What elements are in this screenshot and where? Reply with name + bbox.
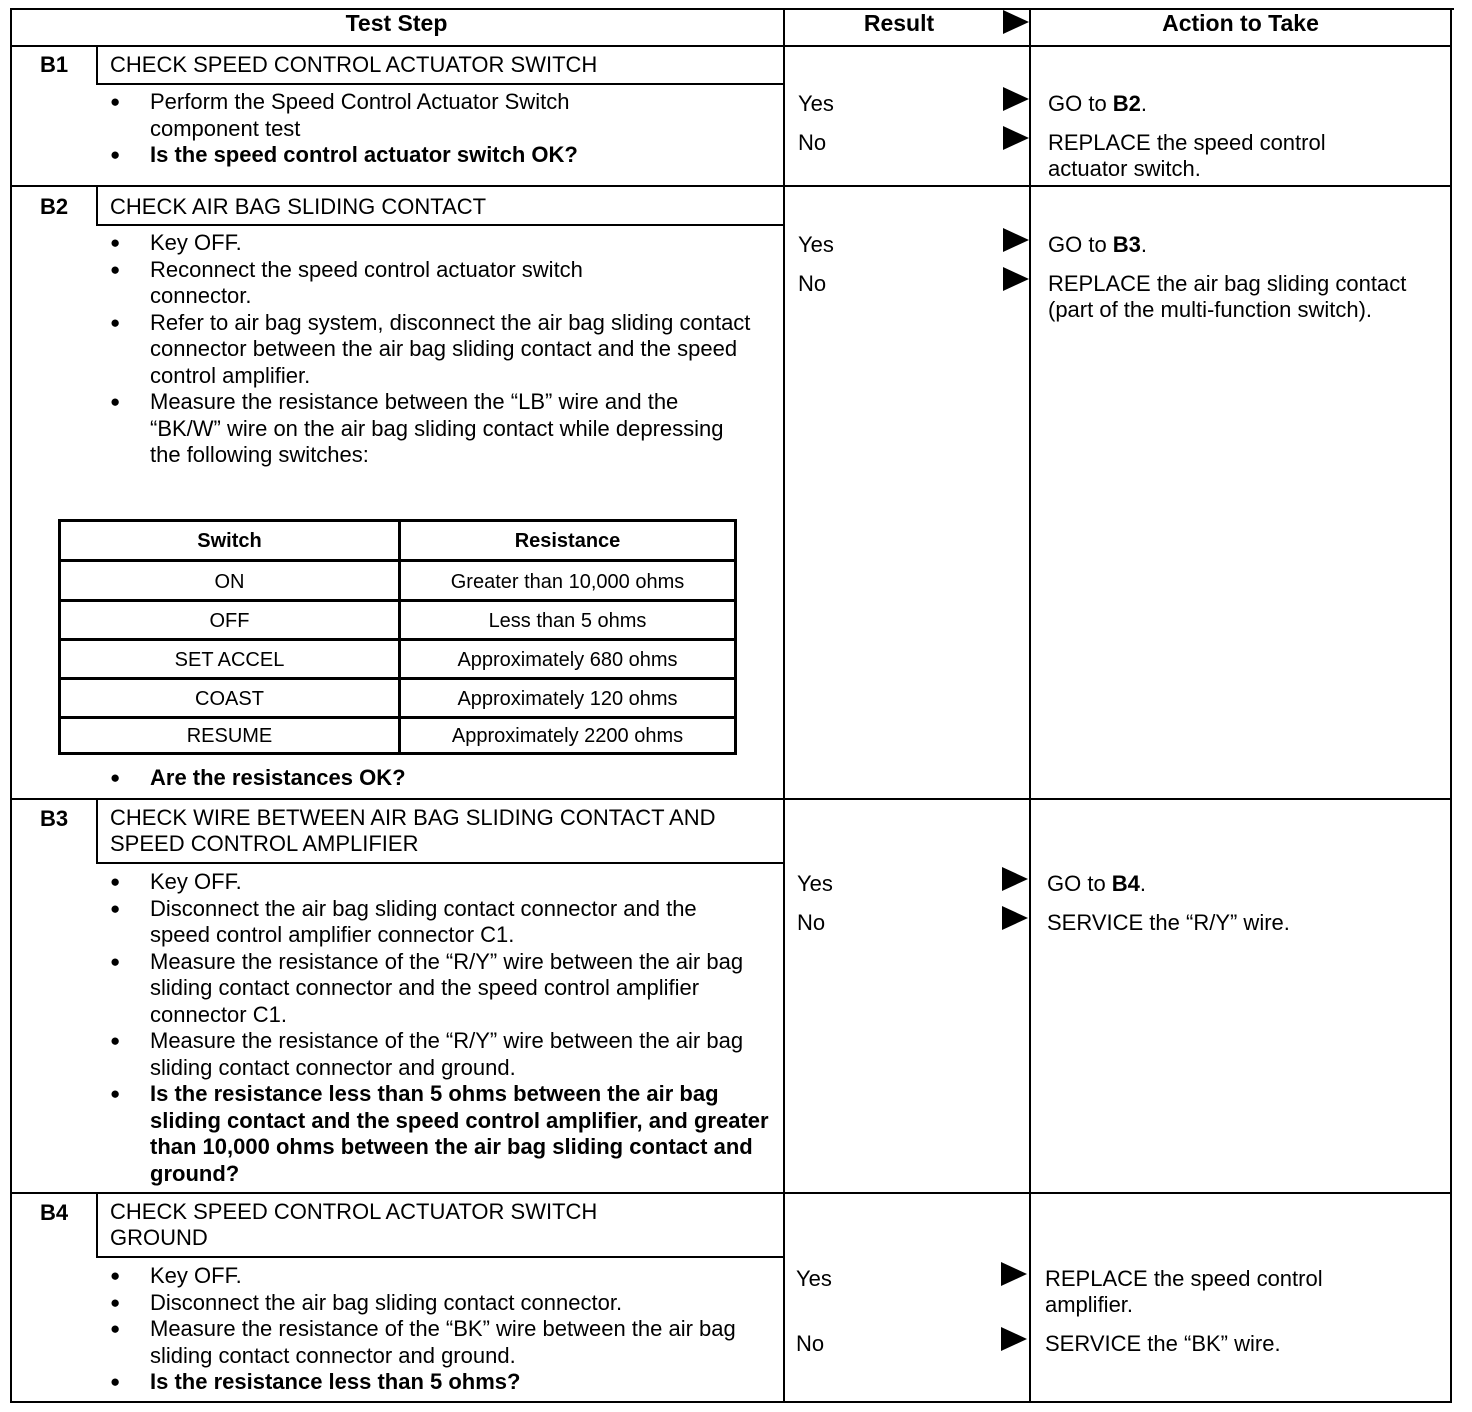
b4-step-4: ● Is the resistance less than 5 ohms? <box>110 1369 782 1396</box>
b4-title-underline <box>96 1256 783 1258</box>
b3-step-id: B3 <box>39 806 69 831</box>
b4-yes-arrow-icon <box>1001 1262 1027 1286</box>
b3-step-1: ● Key OFF. <box>110 869 782 896</box>
b3-step-2: ● Disconnect the air bag sliding contact connector and the speed control amplifier connector C1. <box>110 896 750 949</box>
b4-id-divider <box>96 1192 98 1257</box>
b4-step-2: ● Disconnect the air bag sliding contact connector. <box>110 1290 782 1317</box>
b3-yes-arrow-icon <box>1002 867 1028 891</box>
b2-step-3: ● Refer to air bag system, disconnect the air bag sliding contact connector between the air bag sliding contact and the speed control amplifier. <box>110 310 782 390</box>
b2-action-no: REPLACE the air bag sliding contact (part of the multi-function switch). <box>1048 271 1407 322</box>
b1-title-underline <box>96 83 783 85</box>
table-row-switch: COAST <box>195 688 264 710</box>
resistance-table-row-line <box>61 559 734 562</box>
b2-result-yes: Yes <box>798 232 834 257</box>
b3-step-4: ● Measure the resistance of the “R/Y” wire between the air bag sliding contact connector and ground. <box>110 1028 750 1081</box>
b4-no-arrow-icon <box>1001 1327 1027 1351</box>
table-row-resistance: Approximately 680 ohms <box>457 649 678 671</box>
b4-step-id: B4 <box>39 1200 69 1225</box>
b4-step-1: ● Key OFF. <box>110 1263 782 1290</box>
b1-action-yes: GO to B2. <box>1048 91 1148 116</box>
resistance-table-row-line <box>61 599 734 602</box>
b3-step-title: CHECK WIRE BETWEEN AIR BAG SLIDING CONTACT AND SPEED CONTROL AMPLIFIER <box>110 805 716 856</box>
resistance-table <box>58 519 737 755</box>
table-row-resistance: Approximately 2200 ohms <box>451 725 684 747</box>
b1-result-yes: Yes <box>798 91 834 116</box>
b1-step-1: ● Perform the Speed Control Actuator Switch component test <box>110 89 670 142</box>
table-row-resistance: Greater than 10,000 ohms <box>450 571 685 593</box>
table-row-switch: RESUME <box>186 725 273 747</box>
b1-yes-arrow-icon <box>1003 87 1029 111</box>
b1-step-title: CHECK SPEED CONTROL ACTUATOR SWITCH <box>110 52 598 77</box>
b2-step-2: ● Reconnect the speed control actuator switch connector. <box>110 257 690 310</box>
b3-title-underline <box>96 862 783 864</box>
resistance-table-header-resistance: Resistance <box>514 530 621 552</box>
b2-step-1: ● Key OFF. <box>110 230 782 257</box>
b4-result-no: No <box>796 1331 825 1356</box>
table-row-resistance: Approximately 120 ohms <box>457 688 678 710</box>
b1-id-divider <box>96 45 98 83</box>
header-underline <box>10 45 1452 47</box>
b4-steps <box>110 1263 782 1396</box>
result-arrow-icon <box>1003 10 1029 34</box>
b2-step-id: B2 <box>39 194 69 219</box>
b3-step-3: ● Measure the resistance of the “R/Y” wire between the air bag sliding contact connector and the speed control amplifier connector C1. <box>110 949 785 1029</box>
b1-step-id: B1 <box>39 52 69 77</box>
b3-result-no: No <box>797 910 826 935</box>
b3-result-yes: Yes <box>797 871 833 896</box>
b2-id-divider <box>96 185 98 225</box>
b2-action-yes: GO to B3. <box>1048 232 1148 257</box>
b3-action-no: SERVICE the “R/Y” wire. <box>1047 910 1290 935</box>
header-result: Result <box>863 10 935 36</box>
b2-goto-link: B3 <box>1112 232 1141 257</box>
header-action: Action to Take <box>1162 10 1319 36</box>
b1-no-arrow-icon <box>1003 126 1029 150</box>
resistance-table-row-line <box>61 638 734 641</box>
resistance-table-row-line <box>61 716 734 719</box>
b1-result-no: No <box>798 130 827 155</box>
b3-steps <box>110 869 782 1187</box>
b2-step-5: ● Are the resistances OK? <box>110 765 782 792</box>
b1-steps <box>110 89 782 169</box>
b2-title-underline <box>96 224 783 226</box>
b1-action-no: REPLACE the speed control actuator switch. <box>1048 130 1326 181</box>
b3-bottom-line <box>10 1192 1452 1194</box>
b2-steps-final <box>110 765 782 792</box>
b3-step-5: ● Is the resistance less than 5 ohms between the air bag sliding contact and the speed control amplifier, and greater than 10,000 ohms between the air bag sliding contact and ground? <box>110 1081 770 1187</box>
b2-step-title: CHECK AIR BAG SLIDING CONTACT <box>110 194 487 219</box>
table-row-switch: ON <box>214 571 245 593</box>
b2-step-4: ● Measure the resistance between the “LB” wire and the “BK/W” wire on the air bag sliding contact while depressing the following switches: <box>110 389 750 469</box>
table-row-switch: OFF <box>209 610 250 632</box>
b4-step-title: CHECK SPEED CONTROL ACTUATOR SWITCH GROUND <box>110 1199 598 1250</box>
b2-result-no: No <box>798 271 827 296</box>
b3-action-yes: GO to B4. <box>1047 871 1147 896</box>
b2-steps <box>110 230 782 469</box>
resistance-table-row-line <box>61 677 734 680</box>
table-row-switch: SET ACCEL <box>174 649 285 671</box>
b1-goto-link: B2 <box>1112 91 1141 116</box>
b1-bottom-line <box>10 185 1452 187</box>
b4-result-yes: Yes <box>796 1266 832 1291</box>
b3-id-divider <box>96 798 98 863</box>
b2-yes-arrow-icon <box>1003 228 1029 252</box>
b2-no-arrow-icon <box>1003 267 1029 291</box>
b3-no-arrow-icon <box>1002 906 1028 930</box>
table-row-resistance: Less than 5 ohms <box>488 610 647 632</box>
b2-bottom-line <box>10 798 1452 800</box>
b4-action-no: SERVICE the “BK” wire. <box>1045 1331 1281 1356</box>
resistance-table-header-switch: Switch <box>197 530 262 552</box>
bottom-border <box>10 1401 1452 1403</box>
header-test-step: Test Step <box>345 10 448 36</box>
b4-action-yes: REPLACE the speed control amplifier. <box>1045 1266 1323 1317</box>
b4-step-3: ● Measure the resistance of the “BK” wire between the air bag sliding contact connector and ground. <box>110 1316 760 1369</box>
b1-step-2: ● Is the speed control actuator switch OK? <box>110 142 782 169</box>
b3-goto-link: B4 <box>1111 871 1140 896</box>
